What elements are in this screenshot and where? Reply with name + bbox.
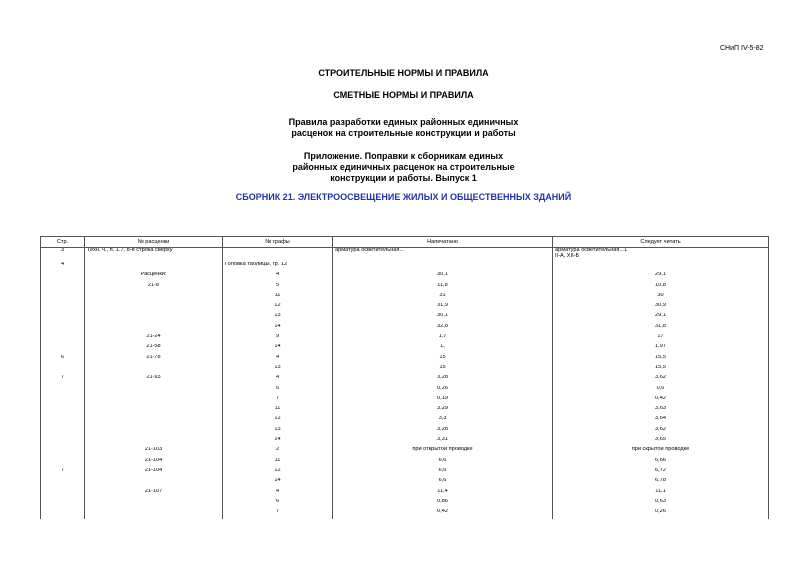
cell-column-text: 12	[274, 303, 281, 309]
cell-printed-text: 3,28	[437, 375, 448, 381]
cell-page	[41, 447, 85, 457]
cell-column	[223, 313, 333, 323]
cell-printed	[333, 499, 553, 509]
cell-column-text: 6	[275, 385, 280, 391]
cell-correct-text: 0,42	[655, 395, 666, 401]
cell-page	[41, 406, 85, 416]
cell-column-text: 7	[275, 509, 280, 515]
cell-printed-text: арматура осветительная...	[335, 247, 405, 253]
cell-correct	[553, 406, 769, 416]
cell-rate	[85, 509, 223, 519]
cell-printed-text: 3,31	[437, 437, 448, 443]
cell-column-text: 14	[274, 323, 281, 329]
cell-page	[41, 489, 85, 499]
cell-correct	[553, 509, 769, 519]
cell-column-text: 12	[274, 467, 281, 473]
table-row	[41, 468, 769, 478]
cell-correct-text: 6,66	[655, 457, 666, 463]
rules-line-2: расценок на строительные конструкции и работы	[291, 128, 516, 138]
cell-page-text: 3	[60, 247, 65, 253]
table-row	[41, 293, 769, 303]
cell-column	[223, 468, 333, 478]
cell-column-text: 12	[274, 416, 281, 422]
cell-printed	[333, 344, 553, 354]
column-header-rate: № расценки	[85, 237, 223, 248]
document-subtitle: СМЕТНЫЕ НОРМЫ И ПРАВИЛА	[333, 90, 474, 100]
cell-rate	[85, 248, 223, 263]
collection-title: СБОРНИК 21. ЭЛЕКТРООСВЕЩЕНИЕ ЖИЛЫХ И ОБЩЕСТВЕННЫХ ЗДАНИЙ	[235, 192, 572, 202]
cell-rate	[85, 262, 223, 272]
cell-column	[223, 509, 333, 519]
cell-correct	[553, 355, 769, 365]
appendix-title	[0, 151, 807, 184]
cell-correct	[553, 248, 769, 263]
table-row	[41, 375, 769, 385]
cell-page	[41, 468, 85, 478]
cell-printed	[333, 313, 553, 323]
table-row	[41, 262, 769, 272]
cell-correct-text: 0,6	[656, 385, 665, 391]
cell-correct	[553, 437, 769, 447]
column-header-page: Стр.	[41, 237, 85, 248]
cell-rate	[85, 375, 223, 385]
cell-column-text: 2	[275, 447, 280, 453]
cell-column	[223, 344, 333, 354]
cell-correct	[553, 396, 769, 406]
cell-printed-text: 0,26	[437, 385, 448, 391]
cell-rate	[85, 406, 223, 416]
document-title: СТРОИТЕЛЬНЫЕ НОРМЫ И ПРАВИЛА	[318, 68, 489, 78]
cell-correct-text: 15,5	[655, 364, 666, 370]
cell-printed-text: 30,1	[437, 313, 448, 319]
cell-printed-text: 0,86	[437, 498, 448, 504]
cell-column-text: Головка таблицы, гр. 12	[225, 262, 288, 267]
cell-page	[41, 334, 85, 344]
cell-page	[41, 313, 85, 323]
cell-rate	[85, 416, 223, 426]
cell-column-text: 14	[274, 344, 281, 350]
cell-correct-text: 11,1	[655, 488, 666, 494]
appendix-line-3: конструкции и работы. Выпуск 1	[330, 173, 477, 183]
cell-printed	[333, 396, 553, 406]
cell-page	[41, 375, 85, 385]
cell-page	[41, 478, 85, 488]
cell-column	[223, 386, 333, 396]
cell-correct	[553, 386, 769, 396]
cell-rate-text: 21-24	[146, 334, 161, 340]
cell-rate	[85, 303, 223, 313]
cell-page	[41, 355, 85, 365]
cell-correct-text: арматура осветительная...1	[555, 247, 628, 253]
cell-column-text: 9	[275, 334, 280, 340]
cell-printed	[333, 283, 553, 293]
table-row	[41, 489, 769, 499]
cell-rate-text: 21-103	[144, 447, 163, 453]
cell-column-text: 14	[274, 478, 281, 484]
cell-printed-text: 0,19	[437, 395, 448, 401]
rules-line-1: Правила разработки единых районных единичных	[288, 117, 519, 127]
cell-correct	[553, 489, 769, 499]
cell-page-text: 7	[60, 467, 65, 473]
cell-correct-text: 6,78	[655, 478, 666, 484]
cell-printed	[333, 324, 553, 334]
cell-column-text: 14	[274, 437, 281, 443]
table-row	[41, 365, 769, 375]
cell-correct-text: 30,9	[655, 303, 666, 309]
table-row	[41, 427, 769, 437]
cell-page	[41, 386, 85, 396]
cell-column-text: 11	[274, 292, 281, 298]
appendix-line-2: районных единичных расценок на строительные	[292, 162, 515, 172]
cell-correct-text: 29,1	[655, 313, 666, 319]
cell-printed	[333, 248, 553, 263]
cell-correct-text: 3,62	[655, 426, 666, 432]
cell-column	[223, 489, 333, 499]
cell-printed	[333, 437, 553, 447]
cell-rate-text: 21-104	[144, 457, 163, 463]
cell-printed-text: 30,1	[437, 272, 448, 278]
cell-correct-text: 3,62	[655, 375, 666, 381]
cell-correct	[553, 293, 769, 303]
cell-page-text: 4	[60, 262, 65, 267]
cell-correct-text: 3,65	[655, 437, 666, 443]
cell-printed	[333, 365, 553, 375]
cell-column	[223, 396, 333, 406]
cell-page	[41, 365, 85, 375]
cell-rate	[85, 499, 223, 509]
cell-column	[223, 283, 333, 293]
cell-printed	[333, 509, 553, 519]
cell-correct-text: 1,97	[655, 344, 666, 350]
cell-correct-text: 10,8	[655, 282, 666, 288]
cell-column-text: 11	[274, 457, 281, 463]
cell-printed	[333, 355, 553, 365]
cell-column	[223, 272, 333, 282]
cell-column	[223, 334, 333, 344]
table-row	[41, 334, 769, 344]
cell-rate	[85, 396, 223, 406]
table-row	[41, 499, 769, 509]
cell-correct	[553, 303, 769, 313]
cell-printed-text: 1,	[440, 344, 445, 350]
cell-correct-text: 6,72	[655, 467, 666, 473]
cell-page	[41, 283, 85, 293]
cell-correct	[553, 283, 769, 293]
cell-rate-text: Техн. ч., п. 1.7, 8-я строка сверху	[87, 247, 173, 253]
cell-column	[223, 499, 333, 509]
cell-column-text: 7	[275, 395, 280, 401]
cell-correct-text: 0,26	[655, 509, 666, 515]
cell-column	[223, 324, 333, 334]
cell-page	[41, 427, 85, 437]
cell-page	[41, 416, 85, 426]
cell-rate	[85, 313, 223, 323]
cell-correct-text: 3,63	[655, 406, 666, 412]
cell-column	[223, 355, 333, 365]
cell-correct-text: 30	[657, 292, 664, 298]
cell-rate	[85, 447, 223, 457]
cell-rate	[85, 437, 223, 447]
cell-correct-text: при скрытой проводке	[631, 447, 690, 453]
cell-rate	[85, 355, 223, 365]
column-header-printed: Напечатано	[333, 237, 553, 248]
table-row	[41, 313, 769, 323]
cell-column-text: 5	[275, 282, 280, 288]
cell-rate-text: 21-8	[147, 282, 160, 288]
cell-correct	[553, 468, 769, 478]
cell-column	[223, 375, 333, 385]
table-header-row	[41, 237, 769, 248]
cell-correct	[553, 499, 769, 509]
cell-printed	[333, 468, 553, 478]
cell-column	[223, 478, 333, 488]
cell-column	[223, 416, 333, 426]
cell-page	[41, 458, 85, 468]
cell-correct	[553, 344, 769, 354]
cell-printed-text: 6,6	[438, 478, 447, 484]
cell-rate-text: 21-104	[144, 467, 163, 473]
cell-rate-text: 21-93	[146, 375, 161, 381]
table-row	[41, 509, 769, 519]
cell-correct-text: 29,1	[655, 272, 666, 278]
cell-correct	[553, 334, 769, 344]
table-row	[41, 458, 769, 468]
cell-column-text: 6	[275, 498, 280, 504]
cell-column-text: 4	[275, 488, 280, 494]
cell-correct	[553, 416, 769, 426]
cell-column-text: 13	[274, 313, 281, 319]
cell-printed	[333, 416, 553, 426]
cell-rate	[85, 334, 223, 344]
cell-column	[223, 248, 333, 263]
cell-column	[223, 447, 333, 457]
cell-page-text: 6	[60, 354, 65, 360]
cell-column	[223, 303, 333, 313]
cell-correct	[553, 478, 769, 488]
cell-rate	[85, 344, 223, 354]
cell-correct-text-line2: II-А, XII-Б	[555, 252, 580, 259]
cell-rate	[85, 489, 223, 499]
cell-column	[223, 458, 333, 468]
cell-correct-text: 3,64	[655, 416, 666, 422]
cell-printed	[333, 458, 553, 468]
cell-printed-text: 6,6	[438, 467, 447, 473]
cell-correct	[553, 458, 769, 468]
cell-rate	[85, 365, 223, 375]
cell-column	[223, 427, 333, 437]
column-header-correct: Следует читать	[553, 237, 769, 248]
table-row	[41, 283, 769, 293]
cell-printed-text: 31,9	[437, 303, 448, 309]
cell-page	[41, 272, 85, 282]
cell-correct-text: 0,63	[655, 498, 666, 504]
cell-page	[41, 437, 85, 447]
cell-page	[41, 303, 85, 313]
cell-correct-text: 17	[657, 334, 664, 340]
cell-rate-text: 21-78	[146, 354, 161, 360]
cell-page	[41, 324, 85, 334]
appendix-line-1: Приложение. Поправки к сборникам единых	[303, 151, 504, 161]
cell-rate	[85, 468, 223, 478]
cell-printed-text: 15	[439, 354, 446, 360]
cell-printed	[333, 262, 553, 272]
cell-column-text: 4	[275, 272, 280, 278]
cell-page	[41, 509, 85, 519]
rules-title	[0, 117, 807, 139]
cell-printed-text: 31	[439, 292, 446, 298]
cell-rate	[85, 458, 223, 468]
cell-rate	[85, 293, 223, 303]
cell-rate	[85, 427, 223, 437]
cell-printed-text: 3,28	[437, 426, 448, 432]
cell-page	[41, 248, 85, 263]
cell-correct	[553, 365, 769, 375]
cell-printed-text: 0,42	[437, 509, 448, 515]
table-row	[41, 386, 769, 396]
cell-printed-text: 11,4	[437, 488, 448, 494]
cell-rate	[85, 386, 223, 396]
cell-printed	[333, 375, 553, 385]
cell-printed	[333, 272, 553, 282]
cell-printed-text: 15	[439, 364, 446, 370]
cell-printed	[333, 489, 553, 499]
cell-page	[41, 396, 85, 406]
table-row	[41, 447, 769, 457]
cell-correct	[553, 427, 769, 437]
cell-correct	[553, 375, 769, 385]
cell-page	[41, 262, 85, 272]
cell-column	[223, 406, 333, 416]
cell-column	[223, 365, 333, 375]
cell-printed-text: 11,8	[437, 282, 448, 288]
cell-page	[41, 344, 85, 354]
cell-printed-text: 3,29	[437, 406, 448, 412]
cell-printed	[333, 478, 553, 488]
cell-printed	[333, 293, 553, 303]
table-row	[41, 248, 769, 263]
table-row	[41, 344, 769, 354]
corrections-table	[40, 236, 769, 519]
cell-rate	[85, 324, 223, 334]
cell-correct	[553, 447, 769, 457]
table-row	[41, 324, 769, 334]
column-header-column: № графы	[223, 237, 333, 248]
cell-printed	[333, 334, 553, 344]
cell-column	[223, 437, 333, 447]
table-row	[41, 406, 769, 416]
cell-page	[41, 293, 85, 303]
cell-printed-text: 32,8	[437, 323, 448, 329]
cell-printed-text: 1,7	[438, 334, 447, 340]
table-row	[41, 478, 769, 488]
cell-page	[41, 499, 85, 509]
cell-correct	[553, 272, 769, 282]
cell-column-text: 11	[274, 406, 281, 412]
table-row	[41, 396, 769, 406]
cell-rate-text: Расценки:	[140, 272, 167, 278]
cell-column	[223, 293, 333, 303]
cell-printed	[333, 427, 553, 437]
cell-printed	[333, 406, 553, 416]
cell-correct	[553, 313, 769, 323]
table-row	[41, 437, 769, 447]
cell-printed-text: 3,3	[438, 416, 447, 422]
cell-column-text: 13	[274, 364, 281, 370]
cell-printed	[333, 303, 553, 313]
cell-printed-text: 6,6	[438, 457, 447, 463]
cell-rate	[85, 283, 223, 293]
table-row	[41, 272, 769, 282]
cell-column-text: 4	[275, 375, 280, 381]
cell-printed	[333, 447, 553, 457]
table-row	[41, 355, 769, 365]
cell-correct	[553, 262, 769, 272]
table-row	[41, 416, 769, 426]
cell-page-text: 7	[60, 375, 65, 381]
cell-column-text: 13	[274, 426, 281, 432]
cell-column	[223, 262, 333, 272]
cell-printed	[333, 386, 553, 396]
cell-correct-text: 31,8	[655, 323, 666, 329]
document-code: СНиП IV-5-82	[720, 45, 764, 52]
cell-rate	[85, 478, 223, 488]
cell-column-text: 4	[275, 354, 280, 360]
cell-printed-text: при открытой проводке	[412, 447, 473, 453]
cell-rate	[85, 272, 223, 282]
cell-correct-text: 15,5	[655, 354, 666, 360]
cell-rate-text: 21-107	[144, 488, 163, 494]
cell-correct	[553, 324, 769, 334]
cell-rate-text: 21-58	[146, 344, 161, 350]
table-row	[41, 303, 769, 313]
